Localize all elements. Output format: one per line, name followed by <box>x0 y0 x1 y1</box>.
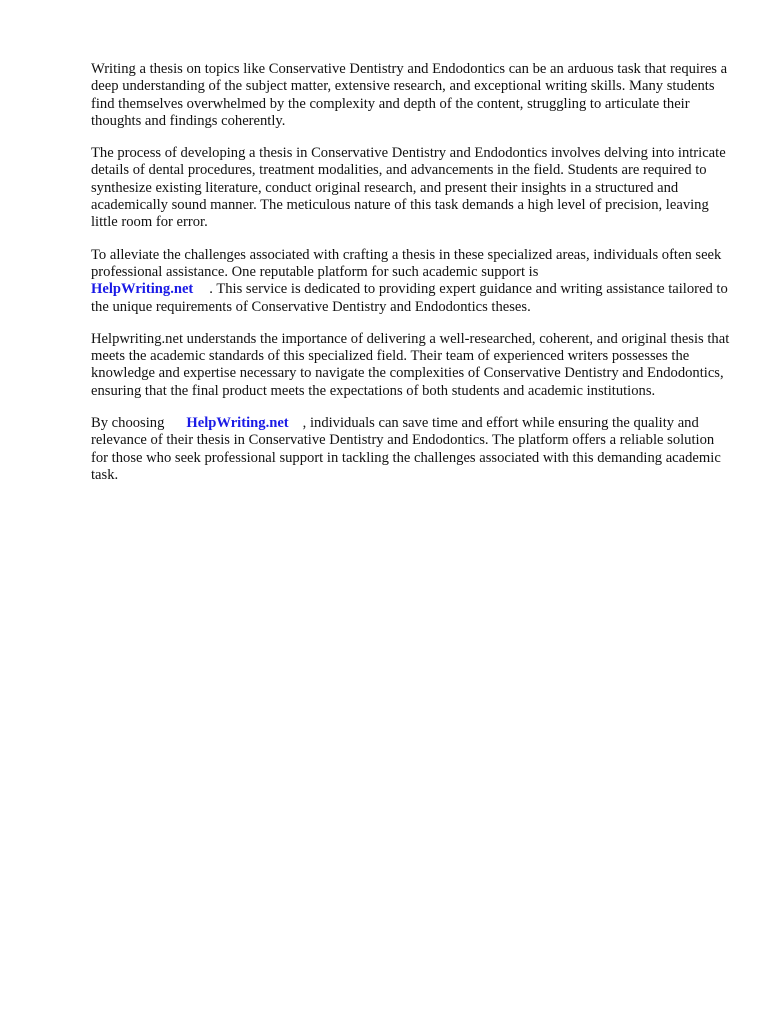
paragraph-choosing-before: By choosing <box>91 415 165 432</box>
paragraph-choosing <box>91 415 731 484</box>
paragraph-assistance-before: To alleviate the challenges associated with crafting a thesis in these specialized areas, individuals often seek professional assistance. One reputable platform for such academic support is <box>91 246 722 280</box>
paragraph-choosing-after: , individuals can save time and effort while ensuring the quality and relevance of their thesis in Conservative Dentistry and Endodontics. The platform offers a reliable solution for those who seek professional support in tackling the challenges associated with this demanding academic task. <box>91 415 721 483</box>
helpwriting-link-2[interactable]: HelpWriting.net <box>186 415 289 432</box>
paragraph-process: The process of developing a thesis in Conservative Dentistry and Endodontics involves delving into intricate details of dental procedures, treatment modalities, and advancements in the field. Students are required to synthesize existing literature, conduct original research, and present their insights in a structured and academically sound manner. The meticulous nature of this task demands a high level of precision, leaving little room for error. <box>91 145 726 231</box>
paragraph-assistance-after: . This service is dedicated to providing expert guidance and writing assistance tailored to the unique requirements of Conservative Dentistry and Endodontics theses. <box>91 281 728 315</box>
paragraph-helpwriting: Helpwriting.net understands the importance of delivering a well-researched, coherent, and original thesis that meets the academic standards of this specialized field. Their team of experienced writers possesses the knowledge and expertise necessary to navigate the complexities of Conservative Dentistry and Endodontics, ensuring that the final product meets the expectations of both students and academic institutions. <box>91 330 730 399</box>
paragraph-intro: Writing a thesis on topics like Conservative Dentistry and Endodontics can be an arduous task that requires a deep understanding of the subject matter, extensive research, and exceptional writing skills. Many students find themselves overwhelmed by the complexity and depth of the content, struggling to articulate their thoughts and findings coherently. <box>91 61 728 129</box>
helpwriting-link[interactable]: HelpWriting.net <box>91 281 194 298</box>
paragraph-assistance <box>91 247 731 316</box>
